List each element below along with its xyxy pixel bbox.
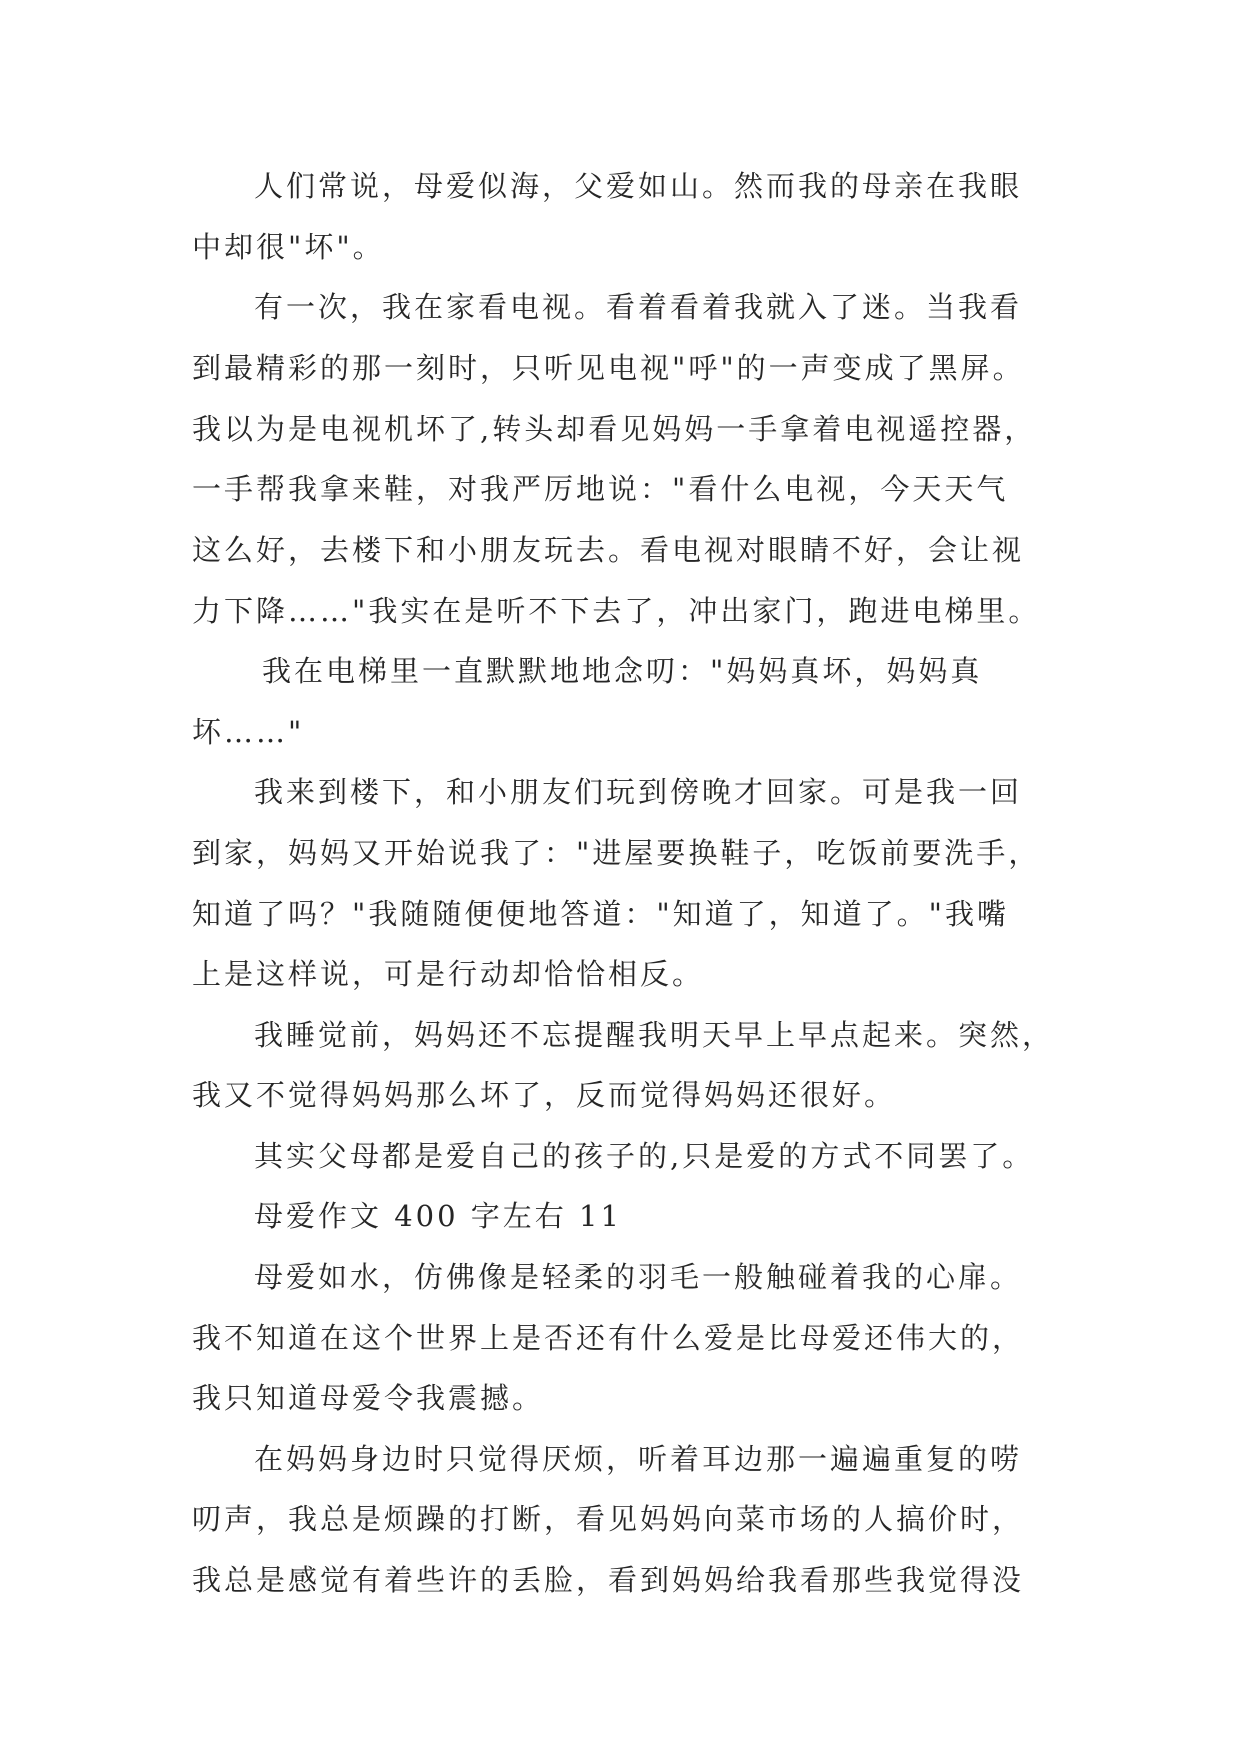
paragraph-7-line-3: 我只知道母爱令我震撼。 xyxy=(192,1381,545,1415)
paragraph-8-line-1: 在妈妈身边时只觉得厌烦，听着耳边那一遍遍重复的唠 xyxy=(254,1442,1023,1476)
paragraph-1-line-2: 中却很"坏"。 xyxy=(192,230,385,264)
paragraph-7-line-2: 我不知道在这个世界上是否还有什么爱是比母爱还伟大的， xyxy=(192,1321,1025,1355)
paragraph-4-line-3: 知道了吗？"我随随便便地答道："知道了，知道了。"我嘴 xyxy=(192,897,1010,931)
paragraph-4-line-4: 上是这样说，可是行动却恰恰相反。 xyxy=(192,957,705,991)
paragraph-1-line-1: 人们常说，母爱似海，父爱如山。然而我的母亲在我眼 xyxy=(254,169,1023,203)
paragraph-4-line-1: 我来到楼下，和小朋友们玩到傍晚才回家。可是我一回 xyxy=(254,775,1023,809)
paragraph-8-line-2: 叨声，我总是烦躁的打断，看见妈妈向菜市场的人搞价时， xyxy=(192,1502,1025,1536)
section-heading: 母爱作文 400 字左右 11 xyxy=(254,1199,622,1233)
paragraph-5-line-1: 我睡觉前，妈妈还不忘提醒我明天早上早点起来。突然， xyxy=(254,1018,1055,1052)
paragraph-7-line-1: 母爱如水，仿佛像是轻柔的羽毛一般触碰着我的心扉。 xyxy=(254,1260,1023,1294)
paragraph-2-line-5: 这么好，去楼下和小朋友玩去。看电视对眼睛不好，会让视 xyxy=(192,533,1025,567)
paragraph-2-line-6: 力下降……"我实在是听不下去了，冲出家门，跑进电梯里。 xyxy=(192,594,1041,628)
paragraph-5-line-2: 我又不觉得妈妈那么坏了，反而觉得妈妈还很好。 xyxy=(192,1078,897,1112)
paragraph-3-line-2: 坏……" xyxy=(192,715,305,749)
paragraph-2-line-4: 一手帮我拿来鞋，对我严厉地说："看什么电视，今天天气 xyxy=(192,472,1009,506)
paragraph-2-line-3: 我以为是电视机坏了,转头却看见妈妈一手拿着电视遥控器， xyxy=(192,412,1037,446)
paragraph-2-line-1: 有一次，我在家看电视。看着看着我就入了迷。当我看 xyxy=(254,290,1023,324)
paragraph-6-line-1: 其实父母都是爱自己的孩子的,只是爱的方式不同罢了。 xyxy=(254,1139,1035,1173)
paragraph-4-line-2: 到家，妈妈又开始说我了："进屋要换鞋子，吃饭前要洗手， xyxy=(192,836,1041,870)
paragraph-2-line-2: 到最精彩的那一刻时，只听见电视"呼"的一声变成了黑屏。 xyxy=(192,351,1025,385)
paragraph-8-line-3: 我总是感觉有着些许的丢脸，看到妈妈给我看那些我觉得没 xyxy=(192,1563,1025,1597)
paragraph-3-line-1: 我在电梯里一直默默地地念叨："妈妈真坏，妈妈真 xyxy=(262,654,983,688)
